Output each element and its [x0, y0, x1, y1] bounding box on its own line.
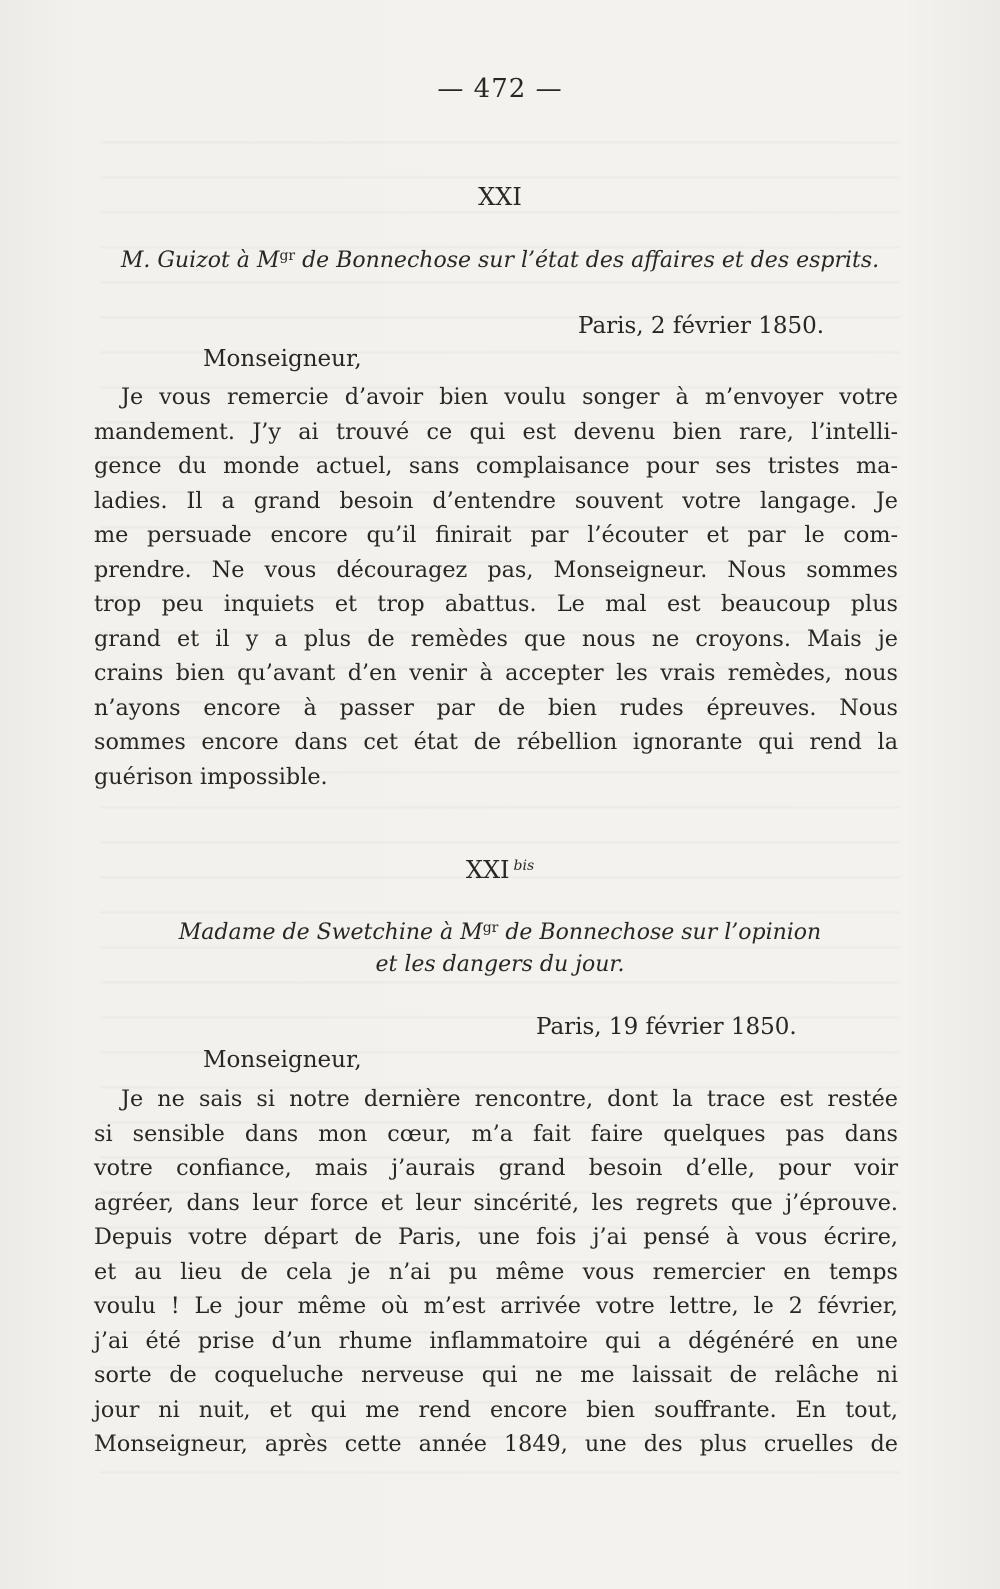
letter-body-xxi: [94, 380, 898, 794]
text-line: Je ne sais si notre dernière rencontre, dont la trace est restée: [121, 1086, 898, 1112]
text-line: Monseigneur, après cette année 1849, une des plus cruelles de: [94, 1431, 898, 1457]
section-heading-xxi: XXI: [478, 183, 522, 211]
heading-roman: XXI: [465, 856, 510, 884]
section-heading-xxi-bis: [0, 856, 1000, 884]
dateline-xxi-bis: Paris, 19 février 1850.: [536, 1014, 797, 1040]
salutation-xxi-bis: Monseigneur,: [203, 1047, 362, 1073]
title-text-part: de Bonnechose sur l’état des affaires et des esprits.: [295, 248, 880, 273]
letter-body-xxi-bis: [94, 1082, 898, 1462]
dateline-xxi: Paris, 2 février 1850.: [578, 313, 825, 339]
text-line: crains bien qu’avant d’en venir à accepter les vrais remèdes, nous: [94, 660, 898, 686]
page-number: — 472 —: [437, 74, 563, 104]
text-line: voulu ! Le jour même où m’est arrivée votre lettre, le 2 février,: [94, 1293, 898, 1319]
text-line: prendre. Ne vous découragez pas, Monseigneur. Nous sommes: [94, 556, 898, 583]
title-superscript: gr: [279, 248, 296, 264]
title-line-2: et les dangers du jour.: [375, 952, 625, 977]
title-text-part: M. Guizot à M: [120, 248, 280, 273]
text-line: votre confiance, mais j’aurais grand besoin d’elle, pour voir: [94, 1155, 898, 1181]
text-line: mandement. J’y ai trouvé ce qui est devenu bien rare, l’intelli-: [94, 418, 898, 445]
text-line: guérison impossible.: [94, 763, 328, 790]
letter-title-xxi: [96, 240, 904, 277]
text-line: n’ayons encore à passer par de bien rudes épreuves. Nous: [94, 694, 898, 721]
text-line: j’ai été prise d’un rhume inflammatoire qui a dégénéré en une: [94, 1327, 898, 1354]
title-text-part: Madame de Swetchine à M: [178, 920, 483, 945]
title-line-1: [96, 912, 904, 949]
letter-title-xxi-bis: [96, 912, 904, 981]
salutation-xxi: Monseigneur,: [203, 346, 362, 372]
text-line: me persuade encore qu’il finirait par l’écouter et par le com-: [94, 522, 898, 548]
text-line: Je vous remercie d’avoir bien voulu songer à m’envoyer votre: [121, 384, 898, 410]
text-line: sorte de coqueluche nerveuse qui ne me laissait de relâche ni: [94, 1362, 898, 1388]
heading-bis: bis: [513, 858, 535, 874]
text-line: ladies. Il a grand besoin d’entendre souvent votre langage. Je: [94, 487, 898, 514]
text-line: agréer, dans leur force et leur sincérité, les regrets que j’éprouve.: [94, 1189, 898, 1216]
title-superscript: gr: [482, 920, 499, 936]
text-line: jour ni nuit, et qui me rend encore bien souffrante. En tout,: [94, 1396, 898, 1423]
title-text-part: de Bonnechose sur l’opinion: [498, 920, 822, 945]
text-line: Depuis votre départ de Paris, une fois j’ai pensé à vous écrire,: [94, 1224, 898, 1250]
text-line: sommes encore dans cet état de rébellion ignorante qui rend la: [94, 729, 898, 755]
text-line: grand et il y a plus de remèdes que nous ne croyons. Mais je: [94, 625, 898, 652]
text-line: gence du monde actuel, sans complaisance pour ses tristes ma-: [94, 453, 898, 479]
text-line: et au lieu de cela je n’ai pu même vous remercier en temps: [94, 1258, 898, 1285]
text-line: si sensible dans mon cœur, m’a fait faire quelques pas dans: [94, 1120, 898, 1147]
text-line: trop peu inquiets et trop abattus. Le mal est beaucoup plus: [94, 591, 898, 617]
